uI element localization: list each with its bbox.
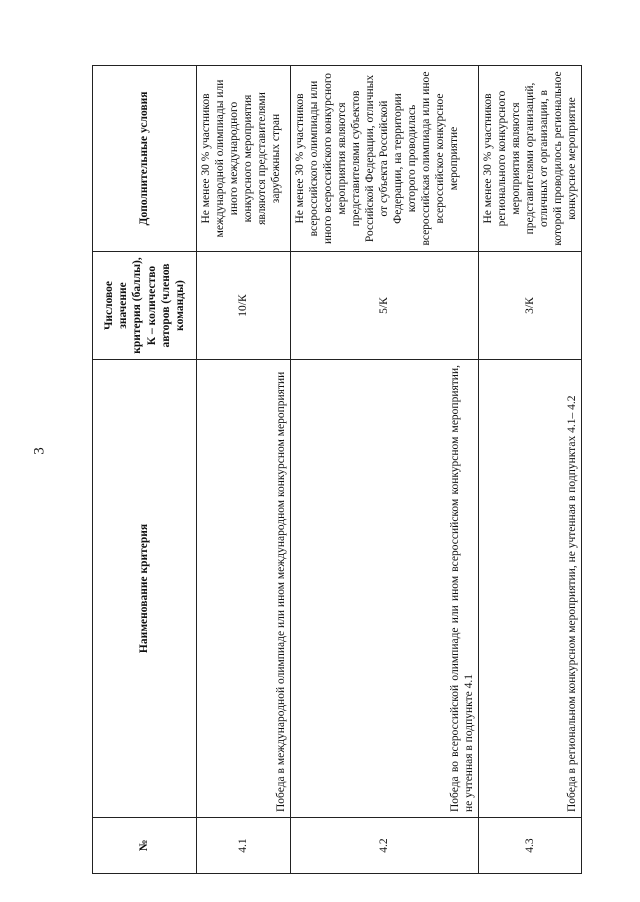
criteria-table bbox=[92, 65, 582, 874]
rotated-table-container bbox=[92, 66, 579, 874]
criterion-score: 3/К bbox=[479, 252, 582, 360]
header-number: № bbox=[93, 818, 197, 874]
table-row bbox=[479, 66, 582, 874]
table-row bbox=[197, 66, 291, 874]
criterion-name: Победа в региональном конкурсном мероприятии, не учтенная в подпунктах 4.1– 4.2 bbox=[479, 360, 582, 818]
row-number: 4.2 bbox=[291, 818, 479, 874]
row-number: 4.3 bbox=[479, 818, 582, 874]
page-number: 3 bbox=[31, 447, 48, 455]
criterion-score: 10/К bbox=[197, 252, 291, 360]
criterion-conditions: Не менее 30 % участников международной олимпиады или иного международного конкурсного мероприятия являются представителями зарубежных стран bbox=[197, 66, 291, 252]
table-header-row bbox=[93, 66, 197, 874]
criterion-conditions: Не менее 30 % участников регионального конкурсного мероприятия являются представителями организаций, отличных от организации, в которой проводилось региональное конкурсное мероприятие bbox=[479, 66, 582, 252]
table-row bbox=[291, 66, 479, 874]
header-conditions: Дополнительные условия bbox=[93, 66, 197, 252]
criterion-name: Победа в международной олимпиаде или ином международном конкурсном мероприятии bbox=[197, 360, 291, 818]
criterion-name: Победа во всероссийской олимпиаде или ином всероссийском конкурсном мероприятии, не учтенная в подпункте 4.1 bbox=[291, 360, 479, 818]
header-score: Числовое значение критерия (баллы), К – количество авторов (членов команды) bbox=[93, 252, 197, 360]
row-number: 4.1 bbox=[197, 818, 291, 874]
criterion-score: 5/К bbox=[291, 252, 479, 360]
header-criterion-name: Наименование критерия bbox=[93, 360, 197, 818]
criterion-conditions: Не менее 30 % участников всероссийского олимпиады или иного всероссийского конкурсного мероприятия являются представителями субъектов Российской Федерации, отличных от субъекта Российской Федерации, на территории которого проводилась всероссийская олимпиада или иное всероссийское конкурсное мероприятие bbox=[291, 66, 479, 252]
